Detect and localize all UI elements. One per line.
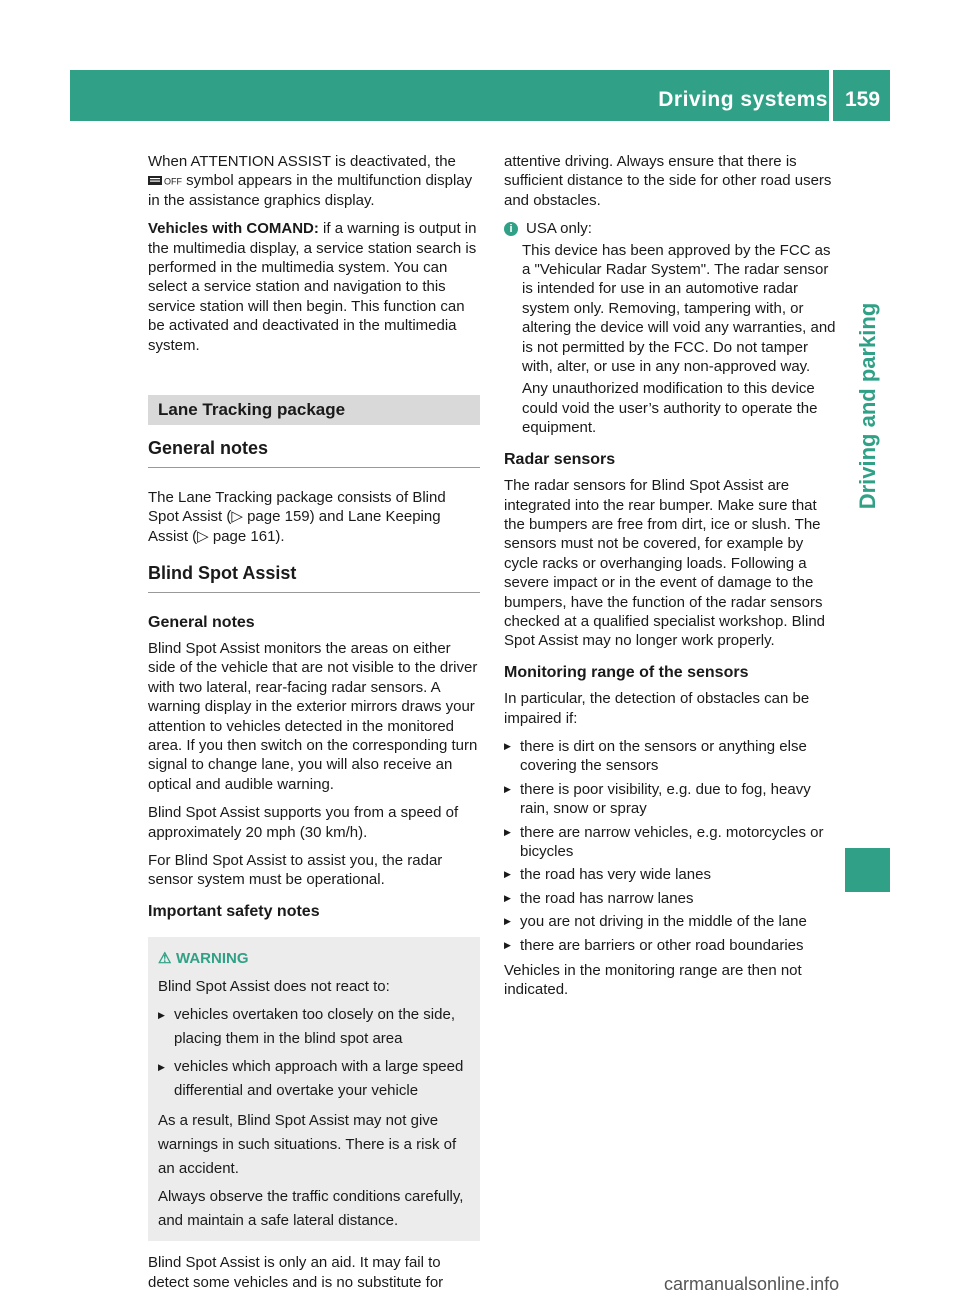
right-column — [504, 152, 836, 1009]
heading-general-notes: General notes — [148, 439, 480, 467]
monitoring-intro: In particular, the detection of obstacles can be impaired if: — [504, 690, 810, 727]
closing-paragraph-right: Vehicles in the monitoring range are then not indicated. — [504, 962, 802, 999]
attention-assist-off-icon — [148, 174, 182, 187]
heading-radar-sensors: Radar sensors — [504, 450, 616, 468]
page-number: 159 — [845, 88, 881, 111]
intro-paragraph-1: When ATTENTION ASSIST is deactivated, the OFF symbol appears in the multifunction display in the assistance graphics display. — [148, 153, 473, 209]
info-icon: i — [504, 222, 518, 236]
warning-title: ⚠ WARNING — [158, 947, 472, 971]
list-item: ▶ the road has very wide lanes — [504, 865, 836, 884]
heading-blind-spot-assist: Blind Spot Assist — [148, 564, 480, 592]
intro-paragraph-2: Vehicles with COMAND: if a warning is output in the multimedia display, a service station search is performed in the multimedia system. You can select a service station and navigation to this service station will then begin. This function can be activated and deactivated in the multimedia system. — [148, 220, 477, 354]
chapter-title: Driving systems — [658, 88, 828, 111]
side-tab-label: Driving and parking — [854, 302, 880, 510]
monitoring-list — [504, 737, 836, 955]
heading-monitoring-range: Monitoring range of the sensors — [504, 663, 749, 681]
info-paragraph-1: This device has been approved by the FCC as a "Vehicular Radar System". The radar sensor is intended for use in an automotive radar system only. Removing, tampering with, or altering the device will void any warranties, and is not permitted by the FCC. Do not tamper with, alter, or use in any non-approved way. — [522, 241, 836, 376]
list-item: ▶ there is dirt on the sensors or anything else covering the sensors — [504, 737, 836, 776]
warning-list — [158, 1003, 472, 1103]
list-item: ▶ there is poor visibility, e.g. due to fog, heavy rain, snow or spray — [504, 780, 836, 819]
info-note-heading: i USA only: — [504, 219, 836, 238]
side-tab-marker — [845, 848, 890, 892]
watermark: carmanualsonline.info — [664, 1274, 840, 1294]
warning-box — [148, 937, 480, 1241]
info-note — [504, 219, 836, 437]
warning-paragraph-2: Always observe the traffic conditions carefully, and maintain a safe lateral distance. — [158, 1188, 464, 1230]
svg-text:OFF: OFF — [164, 176, 182, 187]
list-item: ▶ you are not driving in the middle of the lane — [504, 912, 836, 931]
closing-paragraph-left: Blind Spot Assist is only an aid. It may fail to detect some vehicles and is no substitute for — [148, 1254, 444, 1291]
side-tab — [845, 222, 890, 590]
bs-paragraph-3: For Blind Spot Assist to assist you, the radar sensor system must be operational. — [148, 851, 443, 889]
heading-bs-general-notes: General notes — [148, 613, 255, 631]
list-item: ▶ vehicles overtaken too closely on the side, placing them in the blind spot area — [158, 1003, 472, 1051]
bs-paragraph-2: Blind Spot Assist supports you from a speed of approximately 20 mph (30 km/h). — [148, 804, 459, 841]
list-item: ▶ there are barriers or other road boundaries — [504, 936, 836, 955]
warning-paragraph-1: As a result, Blind Spot Assist may not give warnings in such situations. There is a risk of an accident. — [158, 1112, 457, 1178]
lane-tracking-paragraph: The Lane Tracking package consists of Blind Spot Assist (▷ page 159) and Lane Keeping Assist (▷ page 161). — [148, 488, 446, 545]
left-column — [148, 152, 480, 1301]
bs-paragraph-1: Blind Spot Assist monitors the areas on either side of the vehicle that are not visible to the driver with two lateral, rear-facing radar sensors. A warning display in the exterior mirrors draws your attention to vehicles detected in the monitored area. If you then switch on the corresponding turn signal to change lane, you will also receive an optical and audible warning. — [148, 639, 478, 793]
warning-intro: Blind Spot Assist does not react to: — [158, 978, 390, 996]
heading-safety-notes: Important safety notes — [148, 902, 320, 920]
list-item: ▶ vehicles which approach with a large speed differential and overtake your vehicle — [158, 1055, 472, 1103]
continued-paragraph: attentive driving. Always ensure that there is sufficient distance to the side for other road users and obstacles. — [504, 153, 832, 209]
info-note-body — [504, 241, 836, 438]
info-paragraph-2: Any unauthorized modification to this device could void the user’s authority to operate the equipment. — [522, 380, 818, 437]
list-item: ▶ there are narrow vehicles, e.g. motorcycles or bicycles — [504, 823, 836, 862]
radar-paragraph: The radar sensors for Blind Spot Assist are integrated into the rear bumper. Make sure that the bumpers are free from dirt, ice or slush. The sensors must not be covered, for example by cycle racks or overhanging loads. Following a severe impact or in the event of damage to the bumpers, have the function of the radar sensors checked at a qualified specialist workshop. Blind Spot Assist may no longer work properly. — [504, 477, 826, 650]
list-item: ▶ the road has narrow lanes — [504, 889, 836, 908]
warning-triangle-icon: ⚠ — [158, 950, 172, 968]
section-title-lane-tracking: Lane Tracking package — [148, 395, 480, 425]
header-divider — [829, 70, 833, 121]
